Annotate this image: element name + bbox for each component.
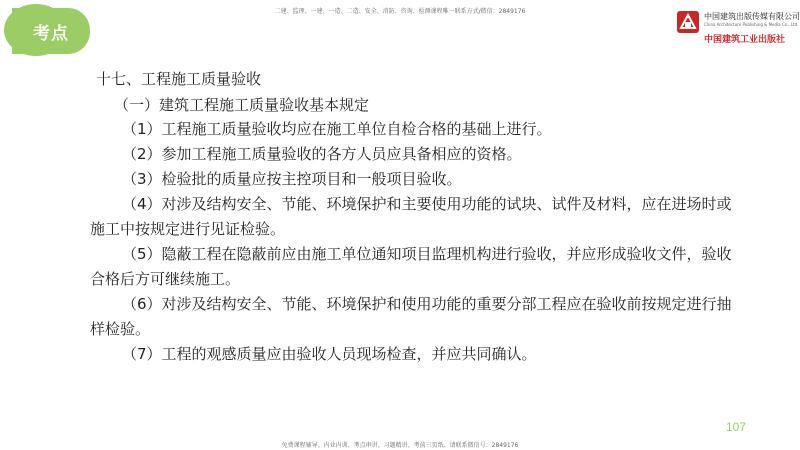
publisher-emblem-icon <box>676 10 700 34</box>
section-subheading: （一）建筑工程施工质量验收基本规定 <box>114 96 370 114</box>
list-item: （2）参加工程施工质量验收的各方人员应具备相应的资格。 <box>122 145 522 163</box>
section-heading: 十七、工程施工质量验收 <box>96 70 262 88</box>
topic-badge <box>12 8 90 54</box>
list-item: （6）对涉及结构安全、节能、环境保护和使用功能的重要分部工程应在验收前按规定进行抽样检验。 <box>90 295 732 338</box>
badge-label: 考点 <box>33 23 69 44</box>
header-note: 二建、监理、一建、一造、二造、安全、消防、咨询、检测课程唯一联系方式/微信：2849176 <box>274 8 526 15</box>
publisher-name: 中国建筑出版传媒有限公司 <box>704 12 800 21</box>
list-item: （5）隐蔽工程在隐蔽前应由施工单位通知项目监理机构进行验收，并应形成验收文件，验收合格后方可继续施工。 <box>90 245 732 288</box>
list-item: （1）工程施工质量验收均应在施工单位自检合格的基础上进行。 <box>122 120 552 138</box>
list-item: （7）工程的观感质量应由验收人员现场检查，并应共同确认。 <box>122 345 537 363</box>
publisher-name-en: China Architecture Publishing & Media Co., Ltd. <box>704 22 799 27</box>
page-number: 107 <box>726 420 747 434</box>
list-item: （3）检验批的质量应按主控项目和一般项目验收。 <box>122 170 462 188</box>
list-item: （4）对涉及结构安全、节能、环境保护和主要使用功能的试块、试件及材料，应在进场时或施工中按规定进行见证检验。 <box>90 195 732 238</box>
publisher-calligraphy: 中国建筑工业出版社 <box>704 35 786 45</box>
publisher-logo <box>676 10 800 46</box>
footer-note: 免费课程辅导、内业内训、考点串讲、习题精讲、考前三页纸、请联系微信号：2849176 <box>281 442 519 449</box>
document-body <box>90 68 740 367</box>
